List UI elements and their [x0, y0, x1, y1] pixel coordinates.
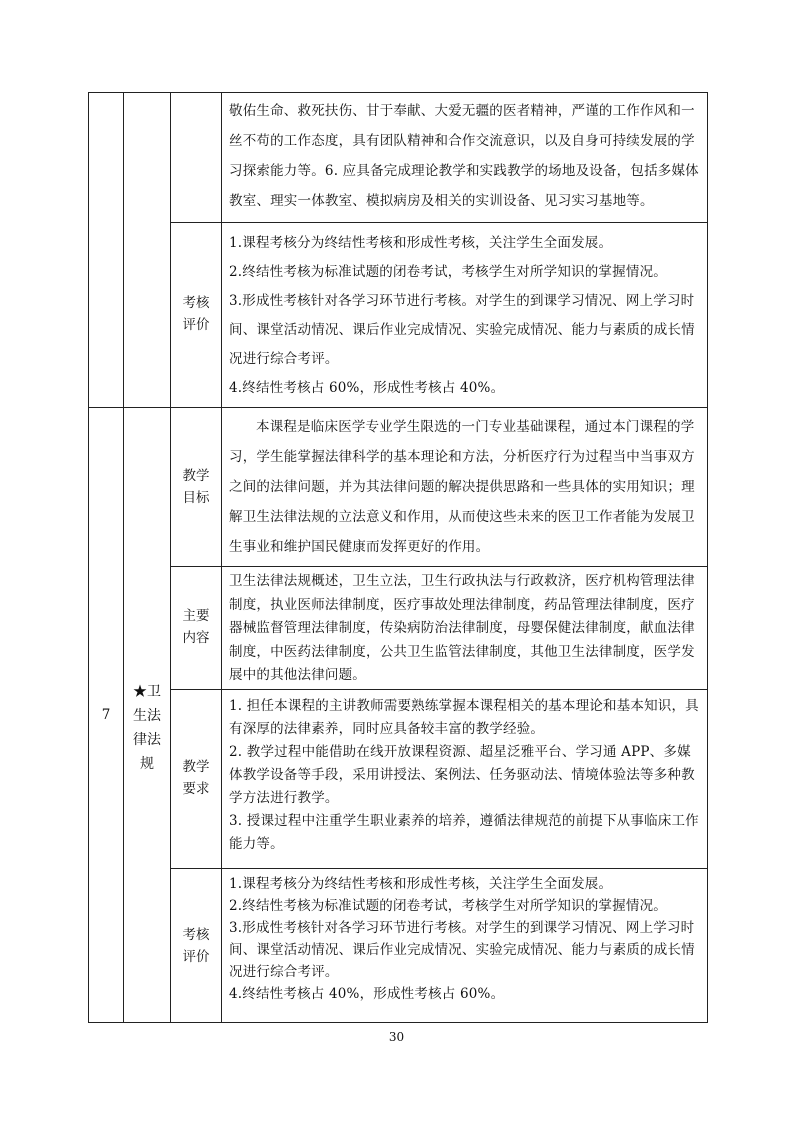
requirements-label: 教学要求: [182, 759, 210, 797]
requirements-continuation-cell: [229, 96, 701, 216]
objective-text: 本课程是临床医学专业学生限选的一门专业基础课程，通过本门课程的学习，学生能掌握法律科学的基本理论和方法，分析医疗行为过程当中当事双方之间的法律问题，并为其法律问题的解决提供思路和一些具体的实用知识；理解卫生法律法规的立法意义和作用，从而使这些未来的医卫工作者能为发展卫生事业和维护国民健康而发挥更好的作用。: [229, 419, 695, 555]
table-border-left: [88, 92, 89, 1023]
column-divider-name: [170, 92, 171, 1023]
column-divider-label: [221, 92, 222, 1023]
requirements-cell: [229, 695, 701, 856]
assessment-line: 1.课程考核分为终结性考核和形成性考核，关注学生全面发展。: [229, 876, 613, 892]
requirements-line: 2. 教学过程中能借助在线开放课程资源、超星泛雅平台、学习通 APP、多媒体教学设备等手段，采用讲授法、案例法、任务驱动法、情境体验法等多种教学方法进行教学。: [229, 744, 695, 806]
assessment-cell: [229, 873, 701, 1005]
course-name: ★卫生法律法规: [133, 684, 161, 772]
table-border-right: [707, 92, 708, 1023]
course-number: 7: [101, 707, 111, 723]
page-number: 30: [388, 1030, 405, 1044]
assessment-line: 1.课程考核分为终结性考核和形成性考核，关注学生全面发展。: [229, 235, 613, 251]
requirements-continuation-text: 敬佑生命、救死扶伤、甘于奉献、大爱无疆的医者精神，严谨的工作作风和一丝不苟的工作态度，具有团队精神和合作交流意识，以及自身可持续发展的学习探索能力等。6. 应具备完成理论教学和实践教学的场地及设备，包括多媒体教室、理实一体教室、模拟病房及相关的实训设备、见习实习基地等。: [229, 103, 699, 209]
course-table: [88, 92, 708, 1023]
table-border-bottom: [88, 1022, 708, 1023]
assessment-label: 考核评价: [182, 927, 210, 965]
content-label: 主要内容: [182, 608, 210, 646]
row-divider: [170, 868, 708, 869]
row-divider: [170, 566, 708, 567]
column-divider-number: [123, 92, 124, 1023]
content-text: 卫生法律法规概述，卫生立法，卫生行政执法与行政救济，医疗机构管理法律制度，执业医师法律制度，医疗事故处理法律制度，药品管理法律制度，医疗器械监督管理法律制度，传染病防治法律制度，母婴保健法律制度，献血法律制度，中医药法律制度，公共卫生监管法律制度，其他卫生法律制度，医学发展中的其他法律问题。: [229, 573, 695, 683]
objective-label: 教学目标: [182, 468, 210, 506]
assessment-line: 4.终结性考核占 40%，形成性考核占 60%。: [229, 986, 505, 1002]
assessment-line: 2.终结性考核为标准试题的闭卷考试，考核学生对所学知识的掌握情况。: [229, 898, 667, 914]
assessment-line: 3.形成性考核针对各学习环节进行考核。对学生的到课学习情况、网上学习时间、课堂活动情况、课后作业完成情况、实验完成情况、能力与素质的成长情况进行综合考评。: [229, 293, 695, 367]
objective-cell: [229, 412, 701, 562]
assessment-line: 3.形成性考核针对各学习环节进行考核。对学生的到课学习情况、网上学习时间、课堂活动情况、课后作业完成情况、实验完成情况、能力与素质的成长情况进行综合考评。: [229, 920, 695, 980]
row-divider: [170, 222, 708, 223]
assessment-line: 4.终结性考核占 60%，形成性考核占 40%。: [229, 380, 505, 396]
requirements-line: 1. 担任本课程的主讲教师需要熟练掌握本课程相关的基本理论和基本知识，具有深厚的法律素养，同时应具备较丰富的教学经验。: [229, 698, 699, 737]
assessment-cell-top: [229, 229, 701, 403]
assessment-label-top: 考核评价: [182, 295, 210, 333]
row-divider: [170, 689, 708, 690]
row-divider-course: [88, 407, 708, 408]
assessment-line: 2.终结性考核为标准试题的闭卷考试，考核学生对所学知识的掌握情况。: [229, 264, 667, 280]
table-border-top: [88, 92, 708, 93]
content-cell: [229, 570, 701, 688]
requirements-line: 3. 授课过程中注重学生职业素养的培养，遵循法律规范的前提下从事临床工作能力等。: [229, 813, 699, 852]
